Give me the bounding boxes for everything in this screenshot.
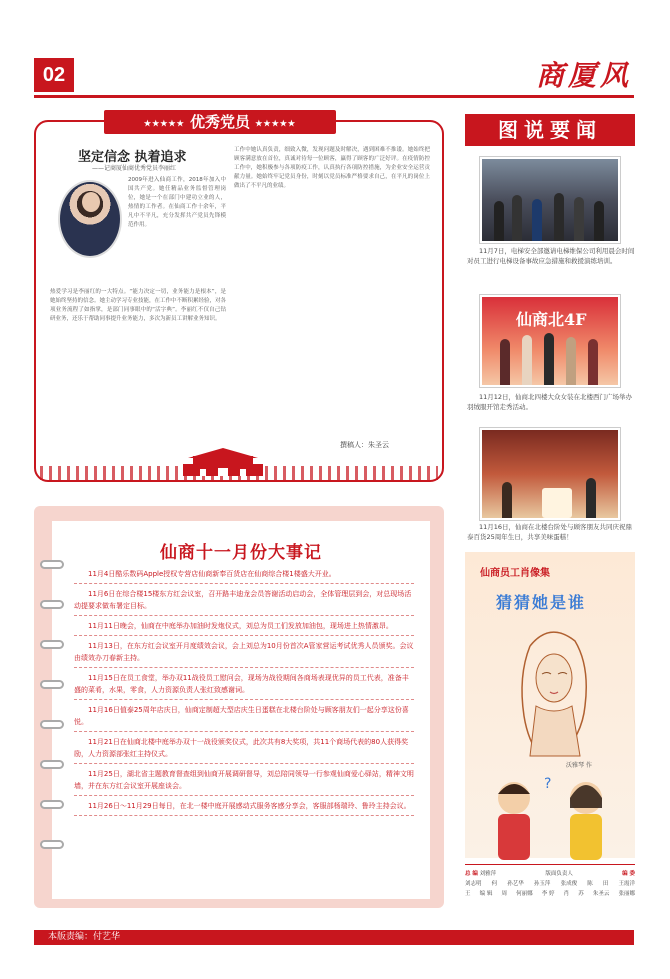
event-item: 11月13日，在东方红会议室开月度绩效会议，会上刘总为10月份首次A管家营运考试优秀人员颁奖。会议由绩效办刀春新主持。 xyxy=(74,636,414,668)
binder-ring-icon xyxy=(40,600,64,609)
banner-stars-right: ★★★★★ xyxy=(255,118,297,128)
event-item: 11月11日晚会，仙商在中庭举办加油时发炮仪式，刘总为员工们发放加油包，现场进上热情激昂。 xyxy=(74,616,414,636)
binder-ring-icon xyxy=(40,720,64,729)
portrait-section-title: 仙商员工肖像集 xyxy=(480,568,550,579)
chief-editor-label: 总 编 xyxy=(465,871,478,877)
store-sign-text: 仙商北4F xyxy=(516,310,587,329)
banner-label: 优秀党员 xyxy=(189,113,250,131)
credit-name: 李 婷 xyxy=(541,891,555,897)
tiananmen-gate-icon xyxy=(178,446,268,476)
credit-name: 张丽娜 xyxy=(618,891,635,897)
credit-name: 陈 xyxy=(587,881,593,887)
article-body-right: 工作中她认真负责，细致入微，发现问题及时解决，遇到困难不推诿。她始终把顾客满意放在首位，真诚对待每一位顾客，赢得了顾客的广泛好评。在疫情防控工作中，她积极参与各项防疫工作，认真执行各项防控措施，为企业安全运营贡献力量。她始终牢记党员身份，时刻以党员标准严格要求自己，在平凡的岗位上做出了不平凡的业绩。 xyxy=(234,147,430,189)
credit-name: 肖 xyxy=(563,891,570,897)
binder-ring-icon xyxy=(40,640,64,649)
article-author: 撰稿人：朱圣云 xyxy=(340,441,389,449)
credit-name: 张成俊 xyxy=(560,881,578,887)
editorial-board-label: 编 委 xyxy=(622,871,635,877)
credit-name: 孙艺华 xyxy=(507,881,524,887)
article-subtitle: ——记商厦仙商优秀党员李丽红 xyxy=(92,165,177,172)
events-title: 仙商十一月份大事记 xyxy=(160,543,322,563)
event-item: 11月4日酷乐数码Apple授权专营店仙商新奉百货店在仙商综合楼1楼盛大开业。 xyxy=(74,564,414,584)
event-item: 11月26日～11月29日每日，在北一楼中庭开展感动式服务客感分享会，客服部杨瑞玲、鲁玲主持会议。 xyxy=(74,796,414,816)
credit-name: 编 辑 xyxy=(479,891,493,897)
guess-who-heading: 猜猜她是谁 xyxy=(496,593,587,612)
editorial-credits xyxy=(465,864,635,904)
events-list xyxy=(74,564,414,816)
credit-name: 刘志明 xyxy=(465,881,482,887)
credit-name: 何丽娜 xyxy=(516,891,533,897)
news-photo-anniversary-cake xyxy=(480,428,620,520)
news-caption-3: 11月16日，仙商在北楼台阶处与顾客朋友共同庆祝鼎泰百货25周年生日，共享美味蛋糕！ xyxy=(467,523,633,541)
layout-lead-label: 版面负责人 xyxy=(545,871,573,877)
credit-name: 朱圣云 xyxy=(592,891,610,897)
event-item: 11月15日在员工食堂，举办双11战役员工慰问会，现场为战役期间各商场表现优异的员工代表，准备丰盛的菜肴，水果，零食，人力资源负责人张红致感谢词。 xyxy=(74,668,414,700)
article-title: 坚定信念 执着追求 xyxy=(78,150,187,165)
credit-name: 王霞洋 xyxy=(618,881,635,887)
member-portrait-photo xyxy=(58,180,122,258)
credit-name: 孙玉萍 xyxy=(533,881,551,887)
news-photo-elevator-drill xyxy=(480,157,620,243)
footer-bar xyxy=(34,930,634,945)
credit-name: 田 xyxy=(602,881,609,887)
chief-editor-name: 刘雅萍 xyxy=(479,871,497,877)
article-body-left: 热爱学习是李丽红的一大特点。“能力决定一切，业务能力是根本”，是她始终坚持的信念。她主动学习专业技能，在工作中不断积累经验，对各项业务流程了如指掌，是部门同事眼中的“活字典”。李丽红不仅自己钻研业务，还乐于帮助同事提升业务能力，多次为新员工讲解业务知识。 xyxy=(50,289,226,322)
event-item: 11月6日在综合楼15楼东方红会议室，召开路丰迪龙会员答谢活动启动会，全体管理层到会，对总现场活动提要求做布署定目标。 xyxy=(74,584,414,616)
news-caption-1: 11月7日，电梯安全部邀请电梯维保公司利用晨会时间对员工进行电梯设备事故应急措施和救援演练培训。 xyxy=(467,247,635,265)
pic-news-heading: 图说要闻 xyxy=(465,114,635,146)
binder-ring-icon xyxy=(40,840,64,849)
binder-ring-icon xyxy=(40,800,64,809)
news-photo-fashion-show xyxy=(480,295,620,387)
credit-name: 何 xyxy=(491,881,498,887)
event-item: 11月25日，湖北省主题教育督查组到仙商开展调研督导，刘总陪同领导一行参观仙商爱心驿站，精神文明墙，并在东方红会议室开展座谈会。 xyxy=(74,764,414,796)
article-body-intro: 2009年进入仙商工作，2018年加入中国共产党。她任精品业务监督管理岗位，她是一个在部门中建功立业的人，热情的工作者。在仙商工作十余年，平凡中不平凡，充分发挥共产党员先锋模范作用。 xyxy=(128,177,226,228)
header-rule xyxy=(34,95,634,98)
footer-editor: 本版责编：付艺华 xyxy=(48,932,121,942)
masthead-title: 商厦风 xyxy=(535,59,632,92)
page-number: 02 xyxy=(34,58,74,92)
news-caption-2: 11月12日，仙商北四楼大众女装在北楼西门广场举办羽绒服开馆走秀活动。 xyxy=(467,393,633,411)
portrait-sketch-icon xyxy=(490,616,610,766)
thinking-kids-illustration-icon xyxy=(474,768,630,860)
credit-name: 王 xyxy=(465,891,471,897)
binder-ring-icon xyxy=(40,680,64,689)
binder-ring-icon xyxy=(40,760,64,769)
banner-stars-left: ★★★★★ xyxy=(143,118,185,128)
credit-name: 苏 xyxy=(578,891,584,897)
portrait-artist: 沃雅琴 作 xyxy=(566,762,592,769)
event-item: 11月21日在仙商北楼中庭举办双十一战役颁奖仪式，此次共有8大奖项，共11个商场代表的80人获得奖励，人力资源部张红主持仪式。 xyxy=(74,732,414,764)
event-item: 11月16日值泰25周年店庆日，仙商定制超大型店庆生日蛋糕在北楼台阶处与顾客朋友们一起分享这份喜悦。 xyxy=(74,700,414,732)
credit-name: 周 xyxy=(501,891,507,897)
svg-text:?: ? xyxy=(544,776,552,792)
excellent-member-banner xyxy=(104,110,336,134)
